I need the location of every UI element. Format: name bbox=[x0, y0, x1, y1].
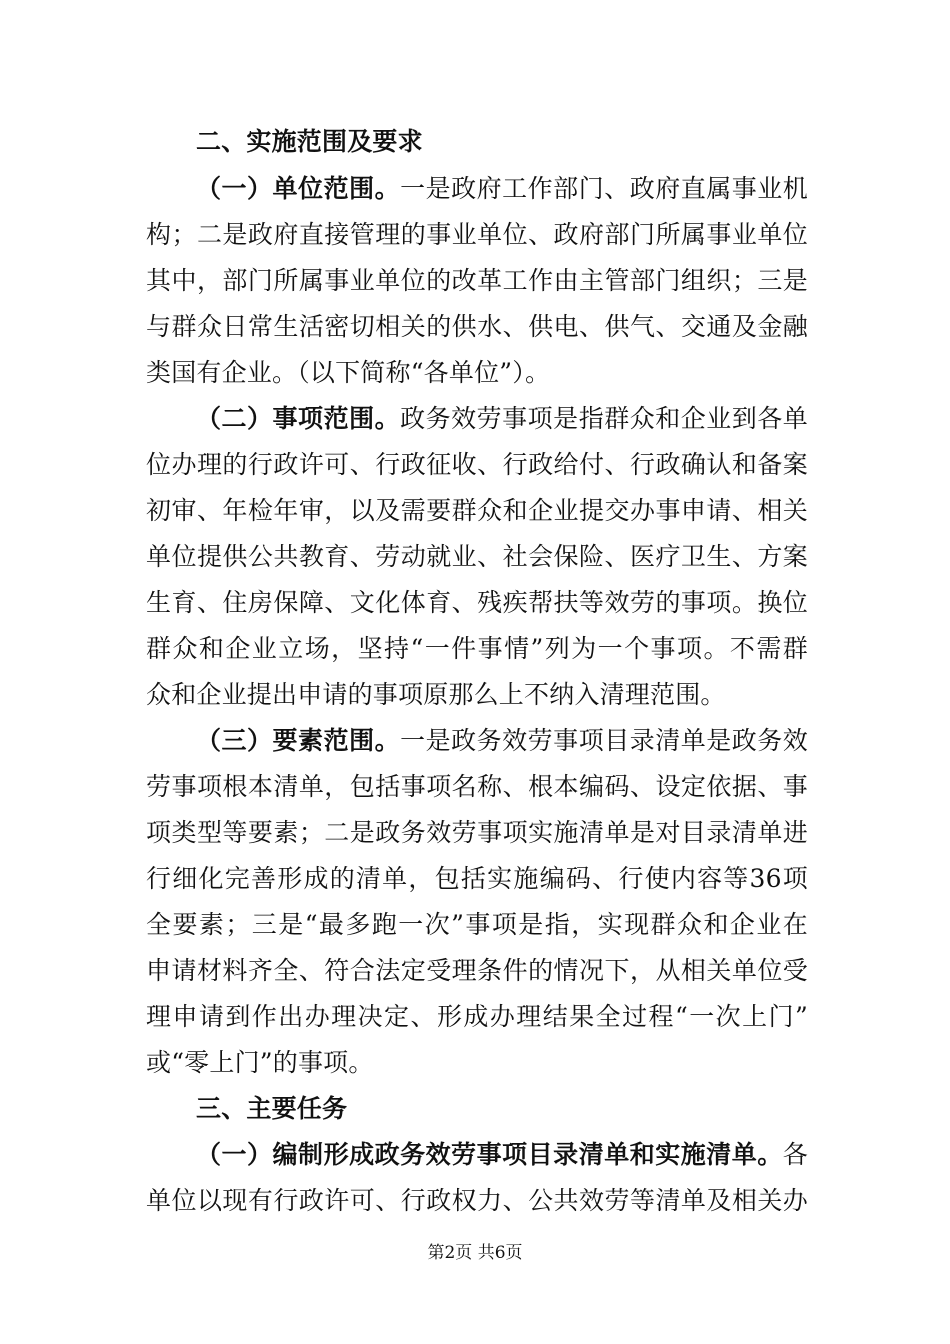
paragraph-line bbox=[196, 403, 808, 435]
paragraph-lead-element-scope: （三）要素范围。 bbox=[196, 726, 401, 755]
paragraph-line: 其中，部门所属事业单位的改革工作由主管部门组织；三是 bbox=[146, 266, 808, 295]
paragraph-line: 与群众日常生活密切相关的供水、供电、供气、交通及金融 bbox=[146, 312, 808, 341]
section-heading-scope: 二、实施范围及要求 bbox=[196, 127, 423, 156]
paragraph-line: 单位以现有行政许可、行政权力、公共效劳等清单及相关办 bbox=[146, 1186, 808, 1215]
paragraph-line: 劳事项根本清单，包括事项名称、根本编码、设定依据、事 bbox=[146, 772, 808, 801]
paragraph-lead-catalog: （一）编制形成政务效劳事项目录清单和实施清单。 bbox=[196, 1140, 783, 1169]
paragraph-lead-matter-scope: （二）事项范围。 bbox=[196, 404, 401, 433]
paragraph-line bbox=[196, 173, 808, 205]
paragraph-line bbox=[196, 1139, 808, 1171]
paragraph-line: 申请材料齐全、符合法定受理条件的情况下，从相关单位受 bbox=[146, 956, 808, 985]
paragraph-line: 群众和企业立场，坚持“一件事情”列为一个事项。不需群 bbox=[146, 634, 808, 663]
paragraph-line: 生育、住房保障、文化体育、残疾帮扶等效劳的事项。换位 bbox=[146, 588, 808, 617]
paragraph-text: 一是政务效劳事项目录清单是政务效 bbox=[400, 726, 808, 755]
paragraph-line: 初审、年检年审，以及需要群众和企业提交办事申请、相关 bbox=[146, 496, 808, 525]
page-footer: 第2页 共6页 bbox=[427, 1243, 523, 1263]
paragraph-line: 构；二是政府直接管理的事业单位、政府部门所属事业单位 bbox=[146, 220, 808, 249]
paragraph-line: 众和企业提出申请的事项原那么上不纳入清理范围。 bbox=[146, 680, 726, 709]
paragraph-line bbox=[196, 725, 808, 757]
paragraph-line: 理申请到作出办理决定、形成办理结果全过程“一次上门” bbox=[146, 1002, 808, 1031]
paragraph-line: 类国有企业。（以下简称“各单位”）。 bbox=[146, 358, 551, 387]
paragraph-line: 全要素；三是“最多跑一次”事项是指，实现群众和企业在 bbox=[146, 910, 808, 939]
paragraph-text: 一是政府工作部门、政府直属事业机 bbox=[400, 174, 808, 203]
paragraph-line: 或“零上门”的事项。 bbox=[146, 1048, 374, 1077]
paragraph-text: 政务效劳事项是指群众和企业到各单 bbox=[400, 404, 808, 433]
paragraph-text: 各 bbox=[782, 1140, 808, 1169]
paragraph-line: 行细化完善形成的清单，包括实施编码、行使内容等36项 bbox=[146, 864, 808, 893]
paragraph-line: 项类型等要素；二是政务效劳事项实施清单是对目录清单进 bbox=[146, 818, 808, 847]
paragraph-line: 单位提供公共教育、劳动就业、社会保险、医疗卫生、方案 bbox=[146, 542, 808, 571]
section-heading-main-tasks: 三、主要任务 bbox=[196, 1094, 348, 1123]
paragraph-line: 位办理的行政许可、行政征收、行政给付、行政确认和备案 bbox=[146, 450, 808, 479]
paragraph-lead-unit-scope: （一）单位范围。 bbox=[196, 174, 401, 203]
